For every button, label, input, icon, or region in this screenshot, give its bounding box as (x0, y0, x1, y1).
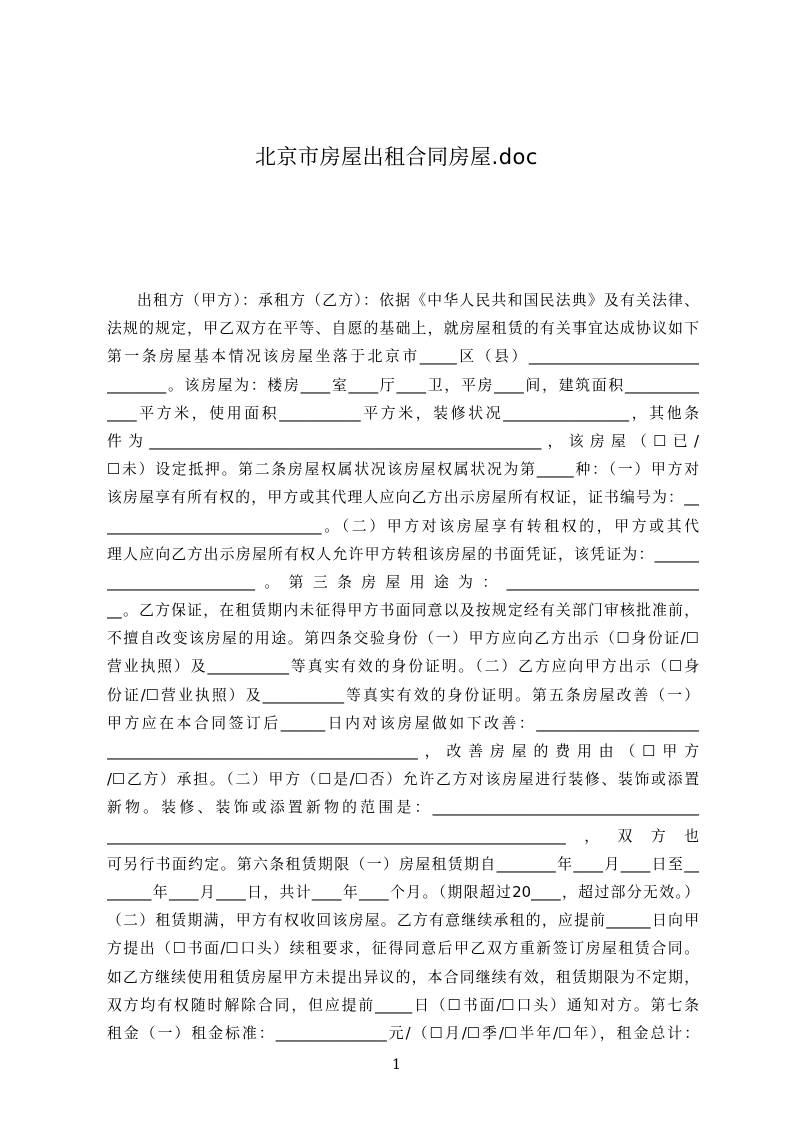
paragraph-line: ____________________。第三条房屋用途为：__________________________ (107, 573, 699, 591)
paragraph-line: 法规的规定，甲乙双方在平等、自愿的基础上，就房屋租赁的有关事宜达成协议如下 (107, 320, 699, 338)
paragraph-line: 新物。装修、装饰或添置新物的范围是：____________________________________ (107, 799, 699, 817)
paragraph-line: ____平方米，使用面积___________平方米，装修状况_________________，其他条 (107, 404, 699, 422)
paragraph-line: 份证/☐营业执照）及___________等真实有效的身份证明。第五条房屋改善（一） (107, 686, 699, 704)
paragraph-line: 出租方（甲方）：承租方（乙方）：依据《中华人民共和国民法典》及有关法律、 (137, 292, 699, 309)
paragraph-line: ______年____月____日，共计____年____个月。（期限超过20____，超过部分无效。） (107, 883, 699, 901)
paragraph-line: 如乙方继续使用租赁房屋甲方未提出异议的，本合同继续有效，租赁期限为不定期， (107, 968, 699, 986)
paragraph-line: ☐未）设定抵押。第二条房屋权属状况该房屋权属状况为第_____种：（一）甲方对 (107, 461, 699, 479)
paragraph-line: 不擅自改变该房屋的用途。第四条交验身份（一）甲方应向乙方出示（☐身份证/☐ (107, 630, 699, 648)
paragraph-line: 租金（一）租金标准：_______________元/（☐月/☐季/☐半年/☐年），租金总计： (107, 1024, 699, 1042)
paragraph-line: 可另行书面约定。第六条租赁期限（一）房屋租赁期自________年____月____日至__ (107, 855, 699, 873)
page-number: 1 (392, 1057, 401, 1073)
paragraph-line: 理人应向乙方出示房屋所有权人允许甲方转租该房屋的书面凭证，该凭证为：______ (107, 545, 699, 563)
paragraph-line: ______________________________________________________________，双方也 (107, 827, 699, 845)
paragraph-line: __________________________________________，改善房屋的费用由（☐甲方 (107, 743, 699, 760)
paragraph-line: 双方均有权随时解除合同，但应提前_____日（☐书面/☐口头）通知对方。第七条 (107, 996, 699, 1014)
paragraph-line: 第一条房屋基本情况该房屋坐落于北京市_____区（县）_______________________ (107, 348, 699, 366)
document-title: 北京市房屋出租合同房屋.doc (255, 145, 538, 169)
paragraph-line: 甲方应在本合同签订后______日内对该房屋做如下改善：______________________ (107, 714, 699, 732)
paragraph-line: 方提出（☐书面/☐口头）续租要求，征得同意后甲乙双方重新签订房屋租赁合同。 (107, 940, 699, 958)
paragraph-line: ________。该房屋为：楼房____室____厅____卫，平房____间，建筑面积__________ (107, 376, 699, 394)
paragraph-line: （二）租赁期满，甲方有权收回该房屋。乙方有意继续承租的，应提前______日向甲 (107, 912, 699, 930)
paragraph-line: 该房屋享有所有权的，甲方或其代理人应向乙方出示房屋所有权证，证书编号为：__ (107, 489, 699, 507)
paragraph-line: __。乙方保证，在租赁期内未征得甲方书面同意以及按规定经有关部门审核批准前， (107, 602, 699, 620)
paragraph-line: /☐乙方）承担。（二）甲方（☐是/☐否）允许乙方对该房屋进行装修、装饰或添置 (107, 771, 699, 789)
paragraph-line: 件为_____________________________________________________，该房屋（☐已/ (107, 432, 699, 450)
paragraph-line: _____________________________。（二）甲方对该房屋享有转租权的，甲方或其代 (107, 517, 699, 535)
document-body (107, 287, 699, 1048)
paragraph-line: 营业执照）及___________等真实有效的身份证明。（二）乙方应向甲方出示（☐身 (107, 658, 699, 676)
